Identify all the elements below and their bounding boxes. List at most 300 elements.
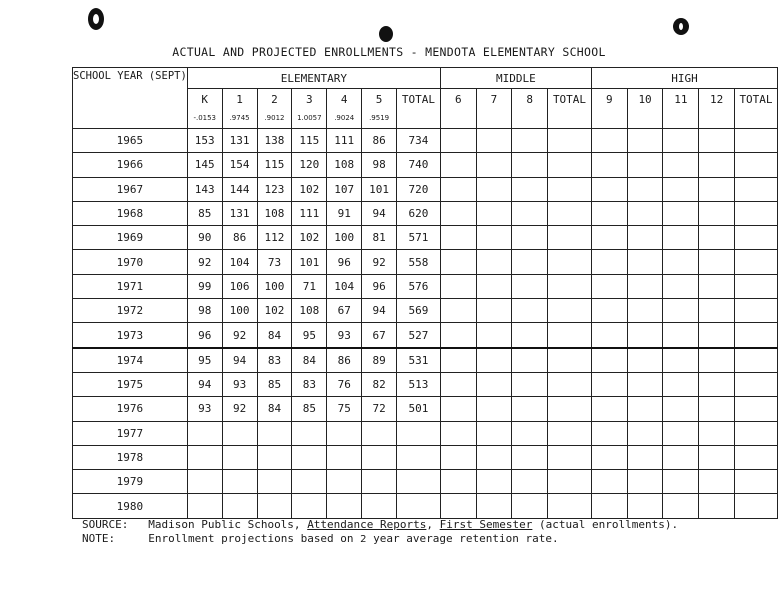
enrollment-cell: 96 — [187, 323, 222, 348]
enrollment-cell — [591, 250, 627, 274]
enrollment-cell — [699, 177, 735, 201]
enrollment-cell — [440, 177, 476, 201]
enrollment-cell — [548, 470, 592, 494]
table-row — [73, 348, 778, 373]
enrollment-cell: 527 — [397, 323, 441, 348]
enrollment-cell: 84 — [292, 348, 327, 373]
enrollment-cell — [663, 348, 699, 373]
projection-note — [82, 532, 559, 545]
column-label: TOTAL — [552, 93, 587, 106]
enrollment-cell: 84 — [257, 323, 292, 348]
column-header — [663, 89, 699, 129]
enrollment-cell: 92 — [222, 397, 257, 421]
enrollment-cell — [591, 274, 627, 298]
enrollment-cell — [476, 372, 512, 396]
table-row — [73, 274, 778, 298]
enrollment-cell — [476, 226, 512, 250]
table-row — [73, 201, 778, 225]
column-label: 10 — [638, 93, 652, 106]
enrollment-cell: 94 — [362, 299, 397, 323]
table-row — [73, 299, 778, 323]
enrollment-cell — [663, 421, 699, 445]
column-label: 2 — [271, 93, 278, 106]
column-header — [627, 89, 663, 129]
enrollment-cell: 93 — [187, 397, 222, 421]
enrollment-cell — [222, 421, 257, 445]
enrollment-cell: 98 — [187, 299, 222, 323]
enrollment-cell — [512, 129, 548, 153]
table-row — [73, 470, 778, 494]
enrollment-cell — [257, 494, 292, 518]
enrollment-cell: 558 — [397, 250, 441, 274]
enrollment-cell — [512, 372, 548, 396]
enrollment-cell — [292, 470, 327, 494]
table-row — [73, 250, 778, 274]
enrollment-cell — [548, 372, 592, 396]
enrollment-cell — [440, 470, 476, 494]
enrollment-cell: 120 — [292, 153, 327, 177]
retention-rate: .9519 — [369, 114, 390, 122]
enrollment-cell: 569 — [397, 299, 441, 323]
column-label: 4 — [340, 93, 348, 106]
table-row — [73, 445, 778, 469]
enrollment-cell: 111 — [292, 201, 327, 225]
enrollment-cell — [222, 470, 257, 494]
enrollment-cell — [512, 397, 548, 421]
enrollment-cell — [327, 470, 362, 494]
enrollment-cell — [627, 274, 663, 298]
enrollment-cell: 95 — [187, 348, 222, 373]
enrollment-cell — [591, 226, 627, 250]
enrollment-cell — [627, 348, 663, 373]
enrollment-cell: 108 — [327, 153, 362, 177]
enrollment-cell — [512, 226, 548, 250]
school-year-header: SCHOOL YEAR (SEPT) — [73, 68, 188, 129]
table-row — [73, 153, 778, 177]
enrollment-cell — [476, 153, 512, 177]
enrollment-cell — [440, 226, 476, 250]
enrollment-cell: 75 — [327, 397, 362, 421]
enrollment-cell — [222, 445, 257, 469]
enrollment-cell — [627, 299, 663, 323]
enrollment-cell — [476, 299, 512, 323]
enrollment-cell — [440, 129, 476, 153]
enrollment-cell: 115 — [292, 129, 327, 153]
enrollment-cell: 96 — [362, 274, 397, 298]
year-cell: 1966 — [73, 153, 188, 177]
column-header — [440, 89, 476, 129]
enrollment-cell — [663, 177, 699, 201]
enrollment-cell — [187, 470, 222, 494]
retention-rate: .9024 — [334, 114, 355, 122]
column-header — [397, 89, 441, 129]
table-row — [73, 397, 778, 421]
enrollment-cell: 92 — [362, 250, 397, 274]
column-label: 9 — [606, 93, 613, 106]
enrollment-cell: 94 — [362, 201, 397, 225]
enrollment-cell: 86 — [327, 348, 362, 373]
enrollment-cell: 84 — [257, 397, 292, 421]
year-cell: 1972 — [73, 299, 188, 323]
enrollment-cell — [476, 445, 512, 469]
enrollment-cell: 94 — [222, 348, 257, 373]
enrollment-cell — [663, 494, 699, 518]
enrollment-cell: 95 — [292, 323, 327, 348]
enrollment-cell — [591, 470, 627, 494]
enrollment-cell: 85 — [257, 372, 292, 396]
enrollment-cell — [512, 348, 548, 373]
enrollment-cell — [735, 421, 778, 445]
enrollment-cell — [663, 274, 699, 298]
punch-hole-right — [673, 18, 689, 35]
enrollment-cell — [627, 177, 663, 201]
enrollment-cell — [548, 397, 592, 421]
enrollment-cell — [699, 226, 735, 250]
retention-rate: .9012 — [264, 114, 285, 122]
column-header — [735, 89, 778, 129]
enrollment-cell — [699, 250, 735, 274]
year-cell: 1980 — [73, 494, 188, 518]
source-comma: , — [426, 518, 440, 531]
enrollment-cell — [591, 348, 627, 373]
enrollment-cell: 72 — [362, 397, 397, 421]
enrollment-cell — [735, 226, 778, 250]
enrollment-cell — [476, 397, 512, 421]
enrollment-cell: 89 — [362, 348, 397, 373]
enrollment-cell — [292, 421, 327, 445]
enrollment-cell — [548, 494, 592, 518]
enrollment-cell — [548, 226, 592, 250]
enrollment-cell — [699, 274, 735, 298]
enrollment-cell — [187, 445, 222, 469]
enrollment-cell — [699, 348, 735, 373]
enrollment-cell — [476, 421, 512, 445]
enrollment-cell — [735, 177, 778, 201]
enrollment-cell: 91 — [327, 201, 362, 225]
enrollment-cell — [735, 445, 778, 469]
enrollment-cell: 720 — [397, 177, 441, 201]
enrollment-cell — [699, 421, 735, 445]
enrollment-cell: 513 — [397, 372, 441, 396]
column-label: 11 — [674, 93, 688, 106]
enrollment-cell: 96 — [327, 250, 362, 274]
enrollment-cell: 102 — [292, 177, 327, 201]
enrollment-cell — [663, 323, 699, 348]
year-cell: 1978 — [73, 445, 188, 469]
column-header — [362, 89, 397, 129]
enrollment-cell — [222, 494, 257, 518]
enrollment-cell: 153 — [187, 129, 222, 153]
punch-hole-middle — [379, 26, 393, 42]
enrollment-cell — [735, 397, 778, 421]
enrollment-cell — [362, 421, 397, 445]
punch-hole-left — [88, 8, 104, 30]
enrollment-cell — [591, 494, 627, 518]
enrollment-cell — [627, 470, 663, 494]
enrollment-cell — [699, 470, 735, 494]
enrollment-cell — [476, 177, 512, 201]
enrollment-cell: 571 — [397, 226, 441, 250]
enrollment-cell — [187, 494, 222, 518]
year-cell: 1965 — [73, 129, 188, 153]
enrollment-cell: 100 — [257, 274, 292, 298]
column-header — [327, 89, 362, 129]
column-header — [476, 89, 512, 129]
enrollment-cell: 501 — [397, 397, 441, 421]
enrollment-cell: 108 — [292, 299, 327, 323]
note-years-handwritten: 2 — [360, 534, 367, 545]
table-row — [73, 226, 778, 250]
enrollment-cell — [627, 372, 663, 396]
enrollment-cell — [440, 153, 476, 177]
year-cell: 1970 — [73, 250, 188, 274]
enrollment-cell — [663, 372, 699, 396]
column-header — [512, 89, 548, 129]
enrollment-cell — [440, 250, 476, 274]
enrollment-cell — [327, 445, 362, 469]
year-cell: 1967 — [73, 177, 188, 201]
enrollment-cell — [699, 494, 735, 518]
enrollment-cell: 143 — [187, 177, 222, 201]
enrollment-cell — [699, 445, 735, 469]
enrollment-cell — [512, 470, 548, 494]
column-label: 1 — [236, 93, 243, 106]
enrollment-cell — [548, 348, 592, 373]
enrollment-cell: 145 — [187, 153, 222, 177]
enrollment-cell: 83 — [257, 348, 292, 373]
column-header — [257, 89, 292, 129]
enrollment-cell — [591, 129, 627, 153]
year-cell: 1971 — [73, 274, 188, 298]
enrollment-cell — [591, 445, 627, 469]
enrollment-cell — [699, 397, 735, 421]
enrollment-cell — [699, 323, 735, 348]
enrollment-cell — [591, 177, 627, 201]
enrollment-cell: 531 — [397, 348, 441, 373]
enrollment-cell: 104 — [327, 274, 362, 298]
enrollment-cell — [663, 201, 699, 225]
enrollment-cell — [548, 274, 592, 298]
enrollment-cell: 93 — [222, 372, 257, 396]
enrollment-cell: 83 — [292, 372, 327, 396]
enrollment-cell: 98 — [362, 153, 397, 177]
column-header — [187, 89, 222, 129]
retention-rate: .9745 — [229, 114, 250, 122]
enrollment-cell — [663, 129, 699, 153]
enrollment-cell — [548, 250, 592, 274]
enrollment-cell — [735, 372, 778, 396]
enrollment-cell: 104 — [222, 250, 257, 274]
enrollment-cell — [627, 201, 663, 225]
enrollment-cell: 111 — [327, 129, 362, 153]
year-cell: 1974 — [73, 348, 188, 373]
column-label: 5 — [375, 93, 383, 106]
group-header-elementary: ELEMENTARY — [187, 68, 440, 89]
enrollment-cell — [627, 226, 663, 250]
enrollment-cell — [548, 177, 592, 201]
enrollment-cell: 76 — [327, 372, 362, 396]
table-row — [73, 323, 778, 348]
enrollment-table — [72, 67, 778, 519]
enrollment-cell: 576 — [397, 274, 441, 298]
column-label: 7 — [490, 93, 498, 106]
column-label: 12 — [710, 93, 724, 106]
enrollment-cell — [548, 201, 592, 225]
enrollment-cell — [663, 470, 699, 494]
enrollment-cell — [699, 201, 735, 225]
enrollment-cell — [440, 372, 476, 396]
enrollment-cell — [362, 445, 397, 469]
source-tail: (actual enrollments). — [532, 518, 679, 531]
table-row — [73, 177, 778, 201]
enrollment-cell: 82 — [362, 372, 397, 396]
enrollment-cell: 102 — [292, 226, 327, 250]
enrollment-cell — [663, 445, 699, 469]
enrollment-cell — [699, 129, 735, 153]
column-label: 6 — [454, 93, 462, 106]
enrollment-cell: 73 — [257, 250, 292, 274]
enrollment-cell — [591, 397, 627, 421]
enrollment-cell — [476, 494, 512, 518]
enrollment-cell — [591, 153, 627, 177]
enrollment-cell — [327, 494, 362, 518]
enrollment-cell — [476, 129, 512, 153]
enrollment-cell: 93 — [327, 323, 362, 348]
enrollment-cell: 154 — [222, 153, 257, 177]
enrollment-cell — [591, 372, 627, 396]
year-cell: 1968 — [73, 201, 188, 225]
enrollment-cell — [735, 153, 778, 177]
enrollment-cell — [627, 445, 663, 469]
enrollment-cell: 100 — [222, 299, 257, 323]
year-cell: 1975 — [73, 372, 188, 396]
enrollment-cell: 67 — [327, 299, 362, 323]
enrollment-cell — [440, 201, 476, 225]
enrollment-cell — [627, 494, 663, 518]
table-row — [73, 372, 778, 396]
enrollment-cell — [699, 153, 735, 177]
year-cell: 1973 — [73, 323, 188, 348]
enrollment-cell — [362, 470, 397, 494]
enrollment-cell — [663, 299, 699, 323]
group-header-high: HIGH — [591, 68, 777, 89]
enrollment-cell — [663, 397, 699, 421]
enrollment-cell — [440, 494, 476, 518]
source-note — [82, 518, 678, 531]
enrollment-cell — [440, 299, 476, 323]
enrollment-cell — [440, 445, 476, 469]
enrollment-cell — [512, 299, 548, 323]
enrollment-cell — [735, 201, 778, 225]
enrollment-cell — [476, 323, 512, 348]
enrollment-cell — [512, 153, 548, 177]
note-text-end: year average retention rate. — [366, 532, 559, 545]
enrollment-cell: 106 — [222, 274, 257, 298]
enrollment-cell — [397, 470, 441, 494]
enrollment-cell — [397, 494, 441, 518]
enrollment-cell — [292, 445, 327, 469]
document-title: ACTUAL AND PROJECTED ENROLLMENTS - MENDOTA ELEMENTARY SCHOOL — [172, 45, 606, 59]
enrollment-cell — [627, 323, 663, 348]
enrollment-cell — [512, 323, 548, 348]
enrollment-cell: 102 — [257, 299, 292, 323]
enrollment-cell — [627, 129, 663, 153]
enrollment-cell: 108 — [257, 201, 292, 225]
note-label: NOTE: — [82, 532, 116, 545]
enrollment-cell: 86 — [362, 129, 397, 153]
enrollment-cell: 86 — [222, 226, 257, 250]
enrollment-cell — [512, 274, 548, 298]
enrollment-cell — [512, 250, 548, 274]
enrollment-cell — [440, 274, 476, 298]
enrollment-cell — [591, 299, 627, 323]
enrollment-cell — [397, 421, 441, 445]
enrollment-cell — [735, 299, 778, 323]
enrollment-cell — [476, 201, 512, 225]
enrollment-cell — [187, 421, 222, 445]
column-header — [591, 89, 627, 129]
enrollment-cell: 734 — [397, 129, 441, 153]
enrollment-cell — [476, 470, 512, 494]
enrollment-cell: 71 — [292, 274, 327, 298]
enrollment-cell: 101 — [362, 177, 397, 201]
column-header — [292, 89, 327, 129]
enrollment-cell — [548, 323, 592, 348]
enrollment-cell — [512, 494, 548, 518]
enrollment-cell — [512, 445, 548, 469]
enrollment-cell: 99 — [187, 274, 222, 298]
enrollment-cell — [548, 153, 592, 177]
enrollment-cell: 138 — [257, 129, 292, 153]
enrollment-cell: 131 — [222, 201, 257, 225]
enrollment-cell — [735, 129, 778, 153]
column-label: TOTAL — [401, 93, 436, 106]
enrollment-cell — [512, 177, 548, 201]
table-row — [73, 421, 778, 445]
enrollment-cell — [735, 323, 778, 348]
note-text-start: Enrollment projections based on — [148, 532, 361, 545]
column-label: 3 — [306, 93, 313, 106]
column-label: 8 — [526, 93, 534, 106]
retention-rate: 1.0057 — [297, 114, 322, 122]
enrollment-cell — [735, 348, 778, 373]
enrollment-cell — [627, 397, 663, 421]
enrollment-cell — [440, 323, 476, 348]
enrollment-cell — [362, 494, 397, 518]
source-publisher: Madison Public Schools, — [148, 518, 308, 531]
enrollment-cell: 123 — [257, 177, 292, 201]
enrollment-cell: 144 — [222, 177, 257, 201]
enrollment-cell — [548, 421, 592, 445]
enrollment-cell — [327, 421, 362, 445]
column-label: TOTAL — [739, 93, 773, 106]
enrollment-cell — [663, 153, 699, 177]
enrollment-cell — [257, 421, 292, 445]
enrollment-cell — [476, 348, 512, 373]
year-cell: 1979 — [73, 470, 188, 494]
source-title-semester: First Semester — [439, 518, 533, 531]
enrollment-cell: 92 — [222, 323, 257, 348]
table-row — [73, 129, 778, 153]
source-label: SOURCE: — [82, 518, 129, 531]
enrollment-cell — [257, 470, 292, 494]
enrollment-cell: 85 — [292, 397, 327, 421]
enrollment-cell: 115 — [257, 153, 292, 177]
source-title-attendance: Attendance Reports — [307, 518, 427, 531]
enrollment-cell: 131 — [222, 129, 257, 153]
enrollment-cell: 107 — [327, 177, 362, 201]
enrollment-cell: 620 — [397, 201, 441, 225]
